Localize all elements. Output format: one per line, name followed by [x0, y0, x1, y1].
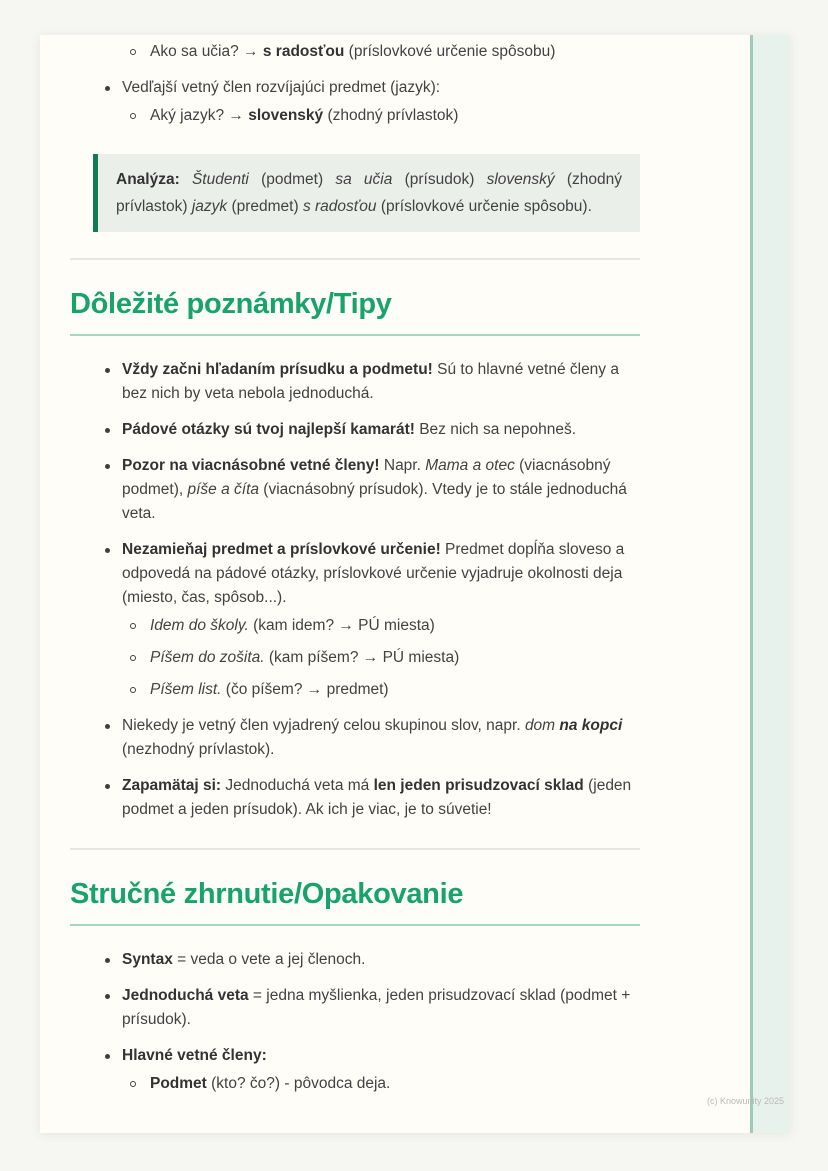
- text-run: Predmet dopĺňa sloveso a odpovedá na pádové otázky, príslovkové určenie vyjadruje okolnosti deja (miesto, čas, spôsob...).: [122, 541, 625, 606]
- sub-list-item: [122, 646, 640, 670]
- sub-list-item: [122, 104, 640, 128]
- document-page: [40, 35, 790, 1133]
- text-run: s radosťou: [302, 198, 377, 215]
- text-run: Píšem list.: [150, 681, 222, 698]
- text-run: Pádové otázky sú tvoj najlepší kamarát!: [122, 421, 415, 438]
- text-run: Niekedy je vetný člen vyjadrený celou skupinou slov, napr.: [122, 717, 525, 734]
- text-run: Mama a otec: [425, 457, 515, 474]
- text-run: Jednoduchá veta: [122, 987, 249, 1004]
- text-run: Napr.: [379, 457, 426, 474]
- sub-list-item: [70, 40, 640, 64]
- list-item: [70, 774, 640, 822]
- text-run: dom: [524, 717, 556, 734]
- section-notes: [70, 286, 640, 822]
- section-divider: [70, 258, 640, 260]
- text-run: = veda o vete a jej členoch.: [172, 951, 366, 968]
- sub-list-item: [122, 1072, 640, 1096]
- text-run: (príslovkové určenie spôsobu).: [376, 198, 592, 215]
- analysis-callout: [93, 154, 640, 232]
- section-divider: [70, 848, 640, 850]
- sub-list: [122, 104, 640, 128]
- text-run: s radosťou: [262, 43, 345, 60]
- list-item: [70, 418, 640, 442]
- summary-list: [70, 948, 640, 1096]
- section-title: Stručné zhrnutie/Opakovanie: [70, 878, 464, 910]
- analysis-callout-text: [116, 166, 622, 220]
- text-run: (kam idem? → PÚ miesta): [248, 617, 435, 634]
- text-run: (zhodný prívlastok): [116, 171, 623, 215]
- section-title-underline: [70, 334, 640, 336]
- list-item: [70, 714, 640, 762]
- text-run: jazyk: [191, 198, 228, 215]
- copyright-watermark: (c) Knowunity 2025: [706, 1096, 784, 1106]
- text-run: (viacnásobný prísudok). Vtedy je to stále jednoduchá veta.: [122, 481, 627, 522]
- text-run: Bez nich sa nepohneš.: [414, 421, 577, 438]
- text-run: sa učia: [335, 171, 393, 188]
- text-run: (zhodný prívlastok): [323, 107, 459, 124]
- text-run: Zapamätaj si:: [122, 777, 222, 794]
- text-run: Vždy začni hľadaním prísudku a podmetu!: [122, 361, 433, 378]
- sub-list-item: [122, 614, 640, 638]
- list-item: [70, 538, 640, 702]
- text-run: (predmet): [227, 198, 303, 215]
- text-run: Syntax: [122, 951, 173, 968]
- text-run: Ako sa učia? →: [150, 43, 263, 60]
- list-item: [70, 76, 640, 128]
- page-edge-accent-bar: [750, 35, 790, 1133]
- text-run: len jeden prisudzovací sklad: [373, 777, 584, 794]
- text-run: Podmet: [150, 1075, 207, 1092]
- text-run: Hlavné vetné členy:: [122, 1047, 267, 1064]
- list-item: [70, 358, 640, 406]
- text-run: Píšem do zošita.: [150, 649, 265, 666]
- text-run: (jeden podmet a jeden prísudok). Ak ich je viac, je to súvetie!: [122, 777, 632, 818]
- text-run: Analýza:: [116, 171, 180, 188]
- text-run: Študenti: [191, 171, 249, 188]
- intro-list: [70, 40, 640, 128]
- text-run: Pozor na viacnásobné vetné členy!: [122, 457, 380, 474]
- sub-list: [122, 1072, 640, 1096]
- text-run: = jedna myšlienka, jeden prisudzovací sklad (podmet + prísudok).: [122, 987, 631, 1028]
- text-run: Idem do školy.: [150, 617, 249, 634]
- text-run: (viacnásobný podmet),: [122, 457, 611, 498]
- text-run: (príslovkové určenie spôsobu): [344, 43, 556, 60]
- text-run: (nezhodný prívlastok).: [122, 741, 275, 758]
- text-run: slovenský: [486, 171, 555, 188]
- text-run: (prísudok): [392, 171, 487, 188]
- section-summary: [70, 876, 640, 1096]
- list-item: [70, 1044, 640, 1096]
- section-title: Dôležité poznámky/Tipy: [70, 288, 392, 320]
- notes-list: [70, 358, 640, 822]
- sub-list-item: [122, 678, 640, 702]
- page-content: [70, 35, 640, 1108]
- list-item: [70, 948, 640, 972]
- text-run: (podmet): [248, 171, 336, 188]
- text-run: Vedľajší vetný člen rozvíjajúci predmet (jazyk):: [122, 79, 441, 96]
- text-run: na kopci: [559, 717, 623, 734]
- text-run: píše a číta: [187, 481, 259, 498]
- text-run: Jednoduchá veta má: [221, 777, 374, 794]
- text-run: (kto? čo?) - pôvodca deja.: [206, 1075, 391, 1092]
- text-run: slovenský: [248, 107, 324, 124]
- text-run: Aký jazyk? →: [150, 107, 249, 124]
- text-run: Sú to hlavné vetné členy a bez nich by veta nebola jednoduchá.: [122, 361, 619, 402]
- text-run: (čo píšem? → predmet): [221, 681, 389, 698]
- list-item: [70, 454, 640, 526]
- text-run: (kam píšem? → PÚ miesta): [264, 649, 460, 666]
- section-title-underline: [70, 924, 640, 926]
- text-run: [180, 171, 192, 188]
- text-run: Nezamieňaj predmet a príslovkové určenie!: [122, 541, 441, 558]
- sub-list: [122, 614, 640, 702]
- list-item: [70, 984, 640, 1032]
